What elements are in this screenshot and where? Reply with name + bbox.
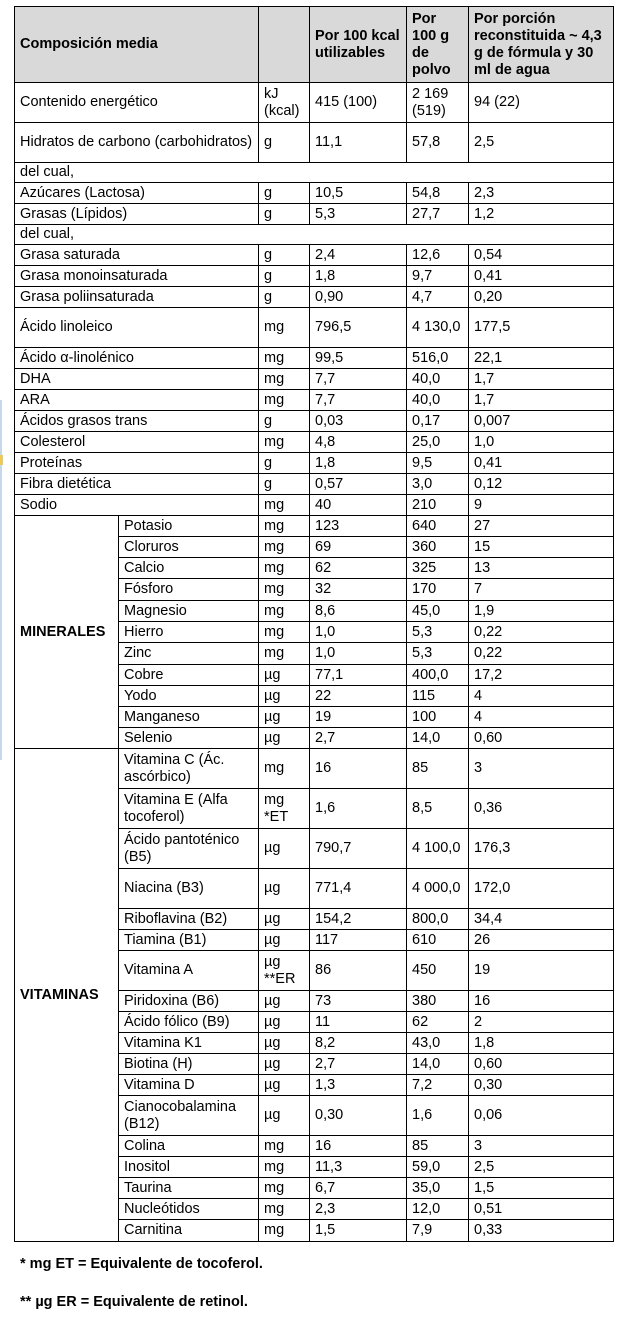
value-per-100-kcal: 6,7 xyxy=(310,1178,407,1199)
value-per-100-g: 325 xyxy=(407,558,469,579)
nutrient-name: Vitamina E (Alfa tocoferol) xyxy=(119,789,259,829)
nutrient-name: Proteínas xyxy=(15,453,259,474)
value-per-100-g: 7,9 xyxy=(407,1220,469,1242)
nutrient-unit: µg xyxy=(259,829,310,869)
value-per-100-kcal: 796,5 xyxy=(310,308,407,348)
nutrient-name: Zinc xyxy=(119,643,259,665)
value-per-100-g: 25,0 xyxy=(407,432,469,453)
value-per-serving: 2 xyxy=(469,1012,614,1033)
value-per-100-kcal: 1,6 xyxy=(310,789,407,829)
value-per-100-kcal: 16 xyxy=(310,1136,407,1157)
nutrient-name: Riboflavina (B2) xyxy=(119,909,259,930)
value-per-100-kcal: 2,3 xyxy=(310,1199,407,1220)
nutrition-table xyxy=(14,6,614,1242)
value-per-100-g: 40,0 xyxy=(407,390,469,411)
value-per-100-kcal: 32 xyxy=(310,579,407,601)
value-per-serving: 1,8 xyxy=(469,1033,614,1054)
value-per-serving: 26 xyxy=(469,930,614,951)
value-per-100-g: 610 xyxy=(407,930,469,951)
nutrient-name: Azúcares (Lactosa) xyxy=(15,183,259,204)
value-per-100-kcal: 771,4 xyxy=(310,869,407,909)
nutrient-name: Ácido fólico (B9) xyxy=(119,1012,259,1033)
nutrient-unit: mg xyxy=(259,1157,310,1178)
table-row xyxy=(15,749,614,789)
nutrient-name: Yodo xyxy=(119,686,259,707)
nutrient-name: DHA xyxy=(15,369,259,390)
nutrient-unit: mg xyxy=(259,601,310,622)
value-per-100-kcal: 7,7 xyxy=(310,369,407,390)
nutrient-name: Colina xyxy=(119,1136,259,1157)
nutrient-name: Vitamina A xyxy=(119,951,259,991)
nutrient-unit: mg xyxy=(259,516,310,537)
value-per-serving: 0,007 xyxy=(469,411,614,432)
header-per-100-g: Por 100 g de polvo xyxy=(407,7,469,83)
value-per-100-g: 12,6 xyxy=(407,245,469,266)
table-row xyxy=(15,225,614,245)
value-per-serving: 2,5 xyxy=(469,1157,614,1178)
value-per-100-kcal: 415 (100) xyxy=(310,83,407,123)
value-per-serving: 0,51 xyxy=(469,1199,614,1220)
value-per-serving: 172,0 xyxy=(469,869,614,909)
value-per-serving: 0,22 xyxy=(469,622,614,643)
subsection-label: del cual, xyxy=(15,163,614,183)
value-per-100-kcal: 4,8 xyxy=(310,432,407,453)
value-per-serving: 3 xyxy=(469,749,614,789)
value-per-serving: 0,41 xyxy=(469,453,614,474)
nutrient-unit: mg xyxy=(259,1199,310,1220)
value-per-100-g: 5,3 xyxy=(407,622,469,643)
table-body xyxy=(15,83,614,1242)
value-per-100-g: 380 xyxy=(407,991,469,1012)
vitamins-group-label: VITAMINAS xyxy=(15,749,119,1242)
table-row xyxy=(15,308,614,348)
nutrient-name: Taurina xyxy=(119,1178,259,1199)
value-per-100-g: 12,0 xyxy=(407,1199,469,1220)
value-per-100-g: 4 000,0 xyxy=(407,869,469,909)
nutrient-unit: µg xyxy=(259,1012,310,1033)
nutrient-unit: mg xyxy=(259,558,310,579)
footnote-et: * mg ET = Equivalente de tocoferol. xyxy=(20,1256,263,1272)
value-per-100-kcal: 8,2 xyxy=(310,1033,407,1054)
value-per-100-kcal: 0,03 xyxy=(310,411,407,432)
nutrient-name: Calcio xyxy=(119,558,259,579)
value-per-100-kcal: 73 xyxy=(310,991,407,1012)
footnote-er: ** µg ER = Equivalente de retinol. xyxy=(20,1294,248,1310)
nutrient-unit: mg xyxy=(259,749,310,789)
value-per-100-g: 4 100,0 xyxy=(407,829,469,869)
nutrient-unit: g xyxy=(259,245,310,266)
nutrient-name: Nucleótidos xyxy=(119,1199,259,1220)
value-per-100-kcal: 86 xyxy=(310,951,407,991)
nutrient-unit: g xyxy=(259,287,310,308)
value-per-100-g: 62 xyxy=(407,1012,469,1033)
table-row xyxy=(15,369,614,390)
value-per-serving: 4 xyxy=(469,686,614,707)
value-per-100-kcal: 11,3 xyxy=(310,1157,407,1178)
value-per-serving: 4 xyxy=(469,707,614,728)
nutrient-unit: µg xyxy=(259,930,310,951)
value-per-serving: 94 (22) xyxy=(469,83,614,123)
value-per-100-kcal: 154,2 xyxy=(310,909,407,930)
value-per-100-kcal: 19 xyxy=(310,707,407,728)
table-row xyxy=(15,123,614,163)
value-per-100-g: 800,0 xyxy=(407,909,469,930)
nutrient-unit: mg xyxy=(259,622,310,643)
value-per-serving: 16 xyxy=(469,991,614,1012)
nutrient-name: Grasas (Lípidos) xyxy=(15,204,259,225)
nutrient-name: Niacina (B3) xyxy=(119,869,259,909)
value-per-100-g: 170 xyxy=(407,579,469,601)
nutrient-unit: g xyxy=(259,474,310,495)
nutrient-name: Biotina (H) xyxy=(119,1054,259,1075)
nutrient-name: Colesterol xyxy=(15,432,259,453)
value-per-100-g: 85 xyxy=(407,1136,469,1157)
table-row xyxy=(15,432,614,453)
nutrient-name: Cloruros xyxy=(119,537,259,558)
value-per-serving: 22,1 xyxy=(469,348,614,369)
value-per-100-kcal: 2,7 xyxy=(310,1054,407,1075)
table-row xyxy=(15,453,614,474)
table-row xyxy=(15,287,614,308)
header-per-100-kcal: Por 100 kcal utilizables xyxy=(310,7,407,83)
nutrient-unit: µg xyxy=(259,728,310,749)
nutrient-name: Grasa monoinsaturada xyxy=(15,266,259,287)
table-row xyxy=(15,183,614,204)
nutrient-unit: µg xyxy=(259,991,310,1012)
value-per-serving: 0,22 xyxy=(469,643,614,665)
value-per-100-g: 54,8 xyxy=(407,183,469,204)
value-per-serving: 27 xyxy=(469,516,614,537)
value-per-100-kcal: 790,7 xyxy=(310,829,407,869)
nutrient-unit: mg xyxy=(259,1136,310,1157)
value-per-serving: 1,9 xyxy=(469,601,614,622)
nutrient-unit: g xyxy=(259,453,310,474)
nutrient-unit: mg xyxy=(259,1178,310,1199)
nutrient-name: Carnitina xyxy=(119,1220,259,1242)
nutrient-name: Selenio xyxy=(119,728,259,749)
nutrient-unit: µg xyxy=(259,686,310,707)
value-per-100-g: 9,5 xyxy=(407,453,469,474)
value-per-100-kcal: 69 xyxy=(310,537,407,558)
value-per-100-g: 14,0 xyxy=(407,728,469,749)
nutrient-unit: mg xyxy=(259,643,310,665)
table-row xyxy=(15,245,614,266)
nutrient-unit: mg *ET xyxy=(259,789,310,829)
nutrient-unit: µg xyxy=(259,1075,310,1096)
nutrient-unit: µg xyxy=(259,869,310,909)
nutrient-name: Fibra dietética xyxy=(15,474,259,495)
value-per-100-kcal: 11 xyxy=(310,1012,407,1033)
nutrient-name: Grasa poliinsaturada xyxy=(15,287,259,308)
value-per-100-kcal: 77,1 xyxy=(310,665,407,686)
nutrient-name: Cianocobalamina (B12) xyxy=(119,1096,259,1136)
value-per-serving: 2,5 xyxy=(469,123,614,163)
value-per-100-g: 400,0 xyxy=(407,665,469,686)
value-per-100-kcal: 123 xyxy=(310,516,407,537)
value-per-100-g: 450 xyxy=(407,951,469,991)
nutrient-unit: kJ (kcal) xyxy=(259,83,310,123)
table-row xyxy=(15,474,614,495)
value-per-100-g: 14,0 xyxy=(407,1054,469,1075)
nutrient-name: Ácidos grasos trans xyxy=(15,411,259,432)
table-row xyxy=(15,348,614,369)
nutrient-name: Piridoxina (B6) xyxy=(119,991,259,1012)
table-row xyxy=(15,411,614,432)
value-per-100-g: 5,3 xyxy=(407,643,469,665)
nutrient-unit: µg xyxy=(259,665,310,686)
value-per-100-kcal: 117 xyxy=(310,930,407,951)
nutrient-name: Inositol xyxy=(119,1157,259,1178)
nutrient-unit: mg xyxy=(259,537,310,558)
value-per-100-kcal: 2,4 xyxy=(310,245,407,266)
value-per-100-g: 57,8 xyxy=(407,123,469,163)
nutrient-unit: µg xyxy=(259,1054,310,1075)
nutrient-unit: µg xyxy=(259,1033,310,1054)
value-per-100-g: 0,17 xyxy=(407,411,469,432)
value-per-100-kcal: 99,5 xyxy=(310,348,407,369)
nutrient-name: Hierro xyxy=(119,622,259,643)
value-per-serving: 2,3 xyxy=(469,183,614,204)
value-per-serving: 177,5 xyxy=(469,308,614,348)
value-per-100-kcal: 1,0 xyxy=(310,643,407,665)
nutrient-name: Sodio xyxy=(15,495,259,516)
nutrient-name: Vitamina C (Ác. ascórbico) xyxy=(119,749,259,789)
value-per-100-kcal: 8,6 xyxy=(310,601,407,622)
nutrient-name: Cobre xyxy=(119,665,259,686)
value-per-serving: 34,4 xyxy=(469,909,614,930)
nutrient-name: Ácido α-linolénico xyxy=(15,348,259,369)
value-per-100-g: 43,0 xyxy=(407,1033,469,1054)
table-row xyxy=(15,163,614,183)
value-per-100-g: 360 xyxy=(407,537,469,558)
value-per-100-g: 4,7 xyxy=(407,287,469,308)
header-unit xyxy=(259,7,310,83)
value-per-100-g: 115 xyxy=(407,686,469,707)
value-per-100-kcal: 1,8 xyxy=(310,266,407,287)
left-edge-highlight xyxy=(0,455,3,465)
table-row xyxy=(15,516,614,537)
nutrient-name: Ácido pantoténico (B5) xyxy=(119,829,259,869)
value-per-100-g: 4 130,0 xyxy=(407,308,469,348)
nutrient-unit: mg xyxy=(259,579,310,601)
value-per-100-kcal: 22 xyxy=(310,686,407,707)
nutrient-unit: mg xyxy=(259,348,310,369)
value-per-100-kcal: 0,90 xyxy=(310,287,407,308)
value-per-serving: 0,60 xyxy=(469,728,614,749)
value-per-serving: 0,36 xyxy=(469,789,614,829)
value-per-serving: 0,54 xyxy=(469,245,614,266)
value-per-100-g: 2 169 (519) xyxy=(407,83,469,123)
nutrient-unit: g xyxy=(259,123,310,163)
nutrient-unit: µg xyxy=(259,1096,310,1136)
value-per-serving: 176,3 xyxy=(469,829,614,869)
value-per-serving: 15 xyxy=(469,537,614,558)
nutrient-unit: mg xyxy=(259,390,310,411)
value-per-100-kcal: 5,3 xyxy=(310,204,407,225)
value-per-100-g: 100 xyxy=(407,707,469,728)
nutrient-unit: mg xyxy=(259,1220,310,1242)
value-per-100-g: 516,0 xyxy=(407,348,469,369)
value-per-100-kcal: 62 xyxy=(310,558,407,579)
nutrient-name: Magnesio xyxy=(119,601,259,622)
value-per-serving: 19 xyxy=(469,951,614,991)
nutrient-name: Manganeso xyxy=(119,707,259,728)
value-per-serving: 0,30 xyxy=(469,1075,614,1096)
value-per-100-kcal: 40 xyxy=(310,495,407,516)
value-per-serving: 0,20 xyxy=(469,287,614,308)
value-per-100-kcal: 1,8 xyxy=(310,453,407,474)
value-per-serving: 17,2 xyxy=(469,665,614,686)
nutrient-name: Hidratos de carbono (carbohidratos) xyxy=(15,123,259,163)
nutrient-unit: g xyxy=(259,266,310,287)
value-per-100-g: 45,0 xyxy=(407,601,469,622)
value-per-100-g: 640 xyxy=(407,516,469,537)
nutrient-name: ARA xyxy=(15,390,259,411)
nutrient-unit: g xyxy=(259,411,310,432)
nutrient-unit: mg xyxy=(259,369,310,390)
nutrient-unit: g xyxy=(259,183,310,204)
nutrient-unit: mg xyxy=(259,308,310,348)
value-per-100-kcal: 1,5 xyxy=(310,1220,407,1242)
value-per-100-kcal: 10,5 xyxy=(310,183,407,204)
value-per-100-kcal: 2,7 xyxy=(310,728,407,749)
minerals-group-label: MINERALES xyxy=(15,516,119,749)
value-per-100-g: 8,5 xyxy=(407,789,469,829)
nutrient-name: Vitamina K1 xyxy=(119,1033,259,1054)
nutrient-name: Vitamina D xyxy=(119,1075,259,1096)
nutrient-unit: µg xyxy=(259,909,310,930)
nutrient-name: Grasa saturada xyxy=(15,245,259,266)
value-per-serving: 1,7 xyxy=(469,390,614,411)
value-per-serving: 0,60 xyxy=(469,1054,614,1075)
value-per-100-kcal: 7,7 xyxy=(310,390,407,411)
value-per-100-g: 7,2 xyxy=(407,1075,469,1096)
header-composition: Composición media xyxy=(15,7,259,83)
value-per-100-g: 9,7 xyxy=(407,266,469,287)
table-row xyxy=(15,390,614,411)
value-per-100-kcal: 1,3 xyxy=(310,1075,407,1096)
left-edge-line xyxy=(0,400,2,760)
value-per-100-g: 1,6 xyxy=(407,1096,469,1136)
nutrient-unit: g xyxy=(259,204,310,225)
value-per-100-kcal: 11,1 xyxy=(310,123,407,163)
value-per-100-kcal: 1,0 xyxy=(310,622,407,643)
value-per-serving: 7 xyxy=(469,579,614,601)
subsection-label: del cual, xyxy=(15,225,614,245)
value-per-serving: 13 xyxy=(469,558,614,579)
value-per-serving: 1,5 xyxy=(469,1178,614,1199)
nutrient-unit: µg xyxy=(259,707,310,728)
value-per-serving: 0,06 xyxy=(469,1096,614,1136)
table-row xyxy=(15,204,614,225)
value-per-100-g: 27,7 xyxy=(407,204,469,225)
value-per-serving: 0,33 xyxy=(469,1220,614,1242)
value-per-100-kcal: 0,57 xyxy=(310,474,407,495)
value-per-serving: 0,12 xyxy=(469,474,614,495)
value-per-100-kcal: 16 xyxy=(310,749,407,789)
value-per-serving: 9 xyxy=(469,495,614,516)
value-per-100-g: 3,0 xyxy=(407,474,469,495)
nutrient-unit: µg **ER xyxy=(259,951,310,991)
nutrient-name: Fósforo xyxy=(119,579,259,601)
value-per-serving: 0,41 xyxy=(469,266,614,287)
nutrient-unit: mg xyxy=(259,432,310,453)
value-per-100-kcal: 0,30 xyxy=(310,1096,407,1136)
value-per-serving: 3 xyxy=(469,1136,614,1157)
value-per-100-g: 210 xyxy=(407,495,469,516)
table-row xyxy=(15,495,614,516)
value-per-100-g: 59,0 xyxy=(407,1157,469,1178)
value-per-100-g: 85 xyxy=(407,749,469,789)
table-row xyxy=(15,266,614,287)
value-per-serving: 1,7 xyxy=(469,369,614,390)
nutrient-name: Contenido energético xyxy=(15,83,259,123)
value-per-serving: 1,2 xyxy=(469,204,614,225)
header-row xyxy=(15,7,614,83)
nutrient-unit: mg xyxy=(259,495,310,516)
table-row xyxy=(15,83,614,123)
nutrient-name: Tiamina (B1) xyxy=(119,930,259,951)
nutrition-table-container xyxy=(14,6,614,1242)
value-per-serving: 1,0 xyxy=(469,432,614,453)
value-per-100-g: 35,0 xyxy=(407,1178,469,1199)
value-per-100-g: 40,0 xyxy=(407,369,469,390)
nutrient-name: Potasio xyxy=(119,516,259,537)
nutrient-name: Ácido linoleico xyxy=(15,308,259,348)
header-per-serving: Por porción reconstituida ~ 4,3 g de fórmula y 30 ml de agua xyxy=(469,7,614,83)
